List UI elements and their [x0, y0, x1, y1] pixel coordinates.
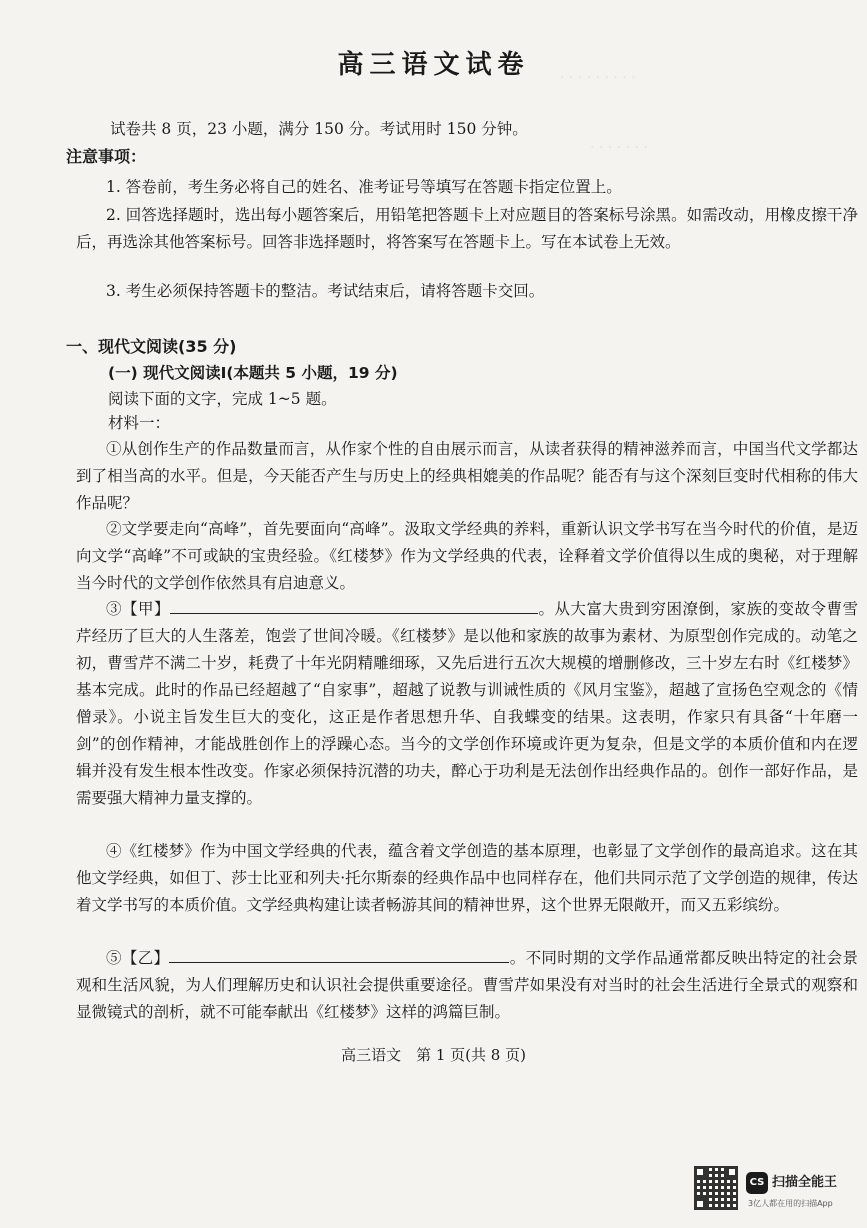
qr-code-icon: [694, 1166, 738, 1210]
paragraph-4: ④《红楼梦》作为中国文学经典的代表，蕴含着文学创造的基本原理，也彰显了文学创作的最高追求。这在其他文学经典，如但丁、莎士比亚和列夫·托尔斯泰的经典作品中也同样存在，他们共同示范了文学创造的规律，传达着文学书写的本质价值。文学经典构建让读者畅游其间的精神世界，这个世界无限敞开，而又五彩缤纷。: [76, 842, 858, 914]
reading-instruction: 阅读下面的文字，完成 1~5 题。: [108, 390, 337, 408]
notice-1: 1. 答卷前，考生务必将自己的姓名、准考证号等填写在答题卡指定位置上。: [106, 178, 622, 196]
paragraph-5-text: 。不同时期的文学作品通常都反映出特定的社会景观和生活风貌，为人们理解历史和认识社会提供重要途径。曹雪芹如果没有对当时的社会生活进行全景式的观察和显微镜式的剖析，就不可能奉献出《红楼梦》这样的鸿篇巨制。: [76, 949, 858, 1021]
paragraph-5: [76, 945, 858, 1026]
notice-3: 3. 考生必须保持答题卡的整洁。考试结束后，请将答题卡交回。: [106, 282, 545, 300]
answer-blank-yi: [169, 947, 509, 964]
bleed-through-text: · · · · · · · · ·: [560, 70, 636, 86]
answer-blank-jia: [170, 598, 538, 615]
blank-label-jia: ③【甲】: [106, 600, 170, 618]
blank-label-yi: ⑤【乙】: [106, 949, 170, 967]
notice-2: 2. 回答选择题时，选出每小题答案后，用铅笔把答题卡上对应题目的答案标号涂黑。如需改动，用橡皮擦干净后，再选涂其他答案标号。回答非选择题时，将答案写在答题卡上。写在本试卷上无效。: [76, 206, 858, 251]
paragraph-3-text: 。从大富大贵到穷困潦倒，家族的变故令曹雪芹经历了巨大的人生落差，饱尝了世间冷暖。《红楼梦》是以他和家族的故事为素材、为原型创作完成的。动笔之初，曹雪芹不满二十岁，耗费了十年光阴精雕细琢，又先后进行五次大规模的增删修改，三十岁左右时《红楼梦》基本完成。此时的作品已经超越了“自家事”，超越了说教与训诫性质的《风月宝鉴》，超越了宣扬色空观念的《情僧录》。小说主旨发生巨大的变化，这正是作者思想升华、自我蝶变的结果。这表明，作家只有具备“十年磨一剑”的创作精神，才能战胜创作上的浮躁心态。当今的文学创作环境或许更为复杂，但是文学的本质价值和内在逻辑并没有发生根本性改变。作家必须保持沉潜的功夫，醉心于功利是无法创作出经典作品的。创作一部好作品，是需要强大精神力量支撑的。: [76, 600, 858, 807]
bleed-through-text: · · · · · · ·: [590, 140, 648, 156]
scanner-app-name: 扫描全能王: [772, 1175, 838, 1190]
paragraph-3: [76, 596, 858, 812]
section-heading: 一、现代文阅读(35 分): [66, 337, 237, 356]
camscanner-logo-icon: CS: [746, 1172, 768, 1194]
subsection-heading: (一) 现代文阅读Ⅰ(本题共 5 小题，19 分): [108, 364, 398, 382]
notice-heading: 注意事项：: [66, 147, 147, 166]
paragraph-2: ②文学要走向“高峰”，首先要面向“高峰”。汲取文学经典的养料，重新认识文学书写在当今时代的价值，是迈向文学“高峰”不可或缺的宝贵经验。《红楼梦》作为文学经典的代表，诠释着文学价值得以生成的奥秘，对于理解当今时代的文学创作依然具有启迪意义。: [76, 520, 858, 592]
page-title: 高三语文试卷: [337, 50, 530, 80]
scanner-tagline: 3亿人都在用的扫描App: [748, 1199, 833, 1208]
material-label: 材料一：: [108, 414, 171, 432]
page-footer: 高三语文 第 1 页(共 8 页): [341, 1046, 526, 1064]
paragraph-1: ①从创作生产的作品数量而言，从作家个性的自由展示而言，从读者获得的精神滋养而言，中国当代文学都达到了相当高的水平。但是，今天能否产生与历史上的经典相媲美的作品呢？能否有与这个深刻巨变时代相称的伟大作品呢？: [76, 440, 858, 512]
exam-intro: 试卷共 8 页，23 小题，满分 150 分。考试用时 150 分钟。: [110, 120, 528, 138]
